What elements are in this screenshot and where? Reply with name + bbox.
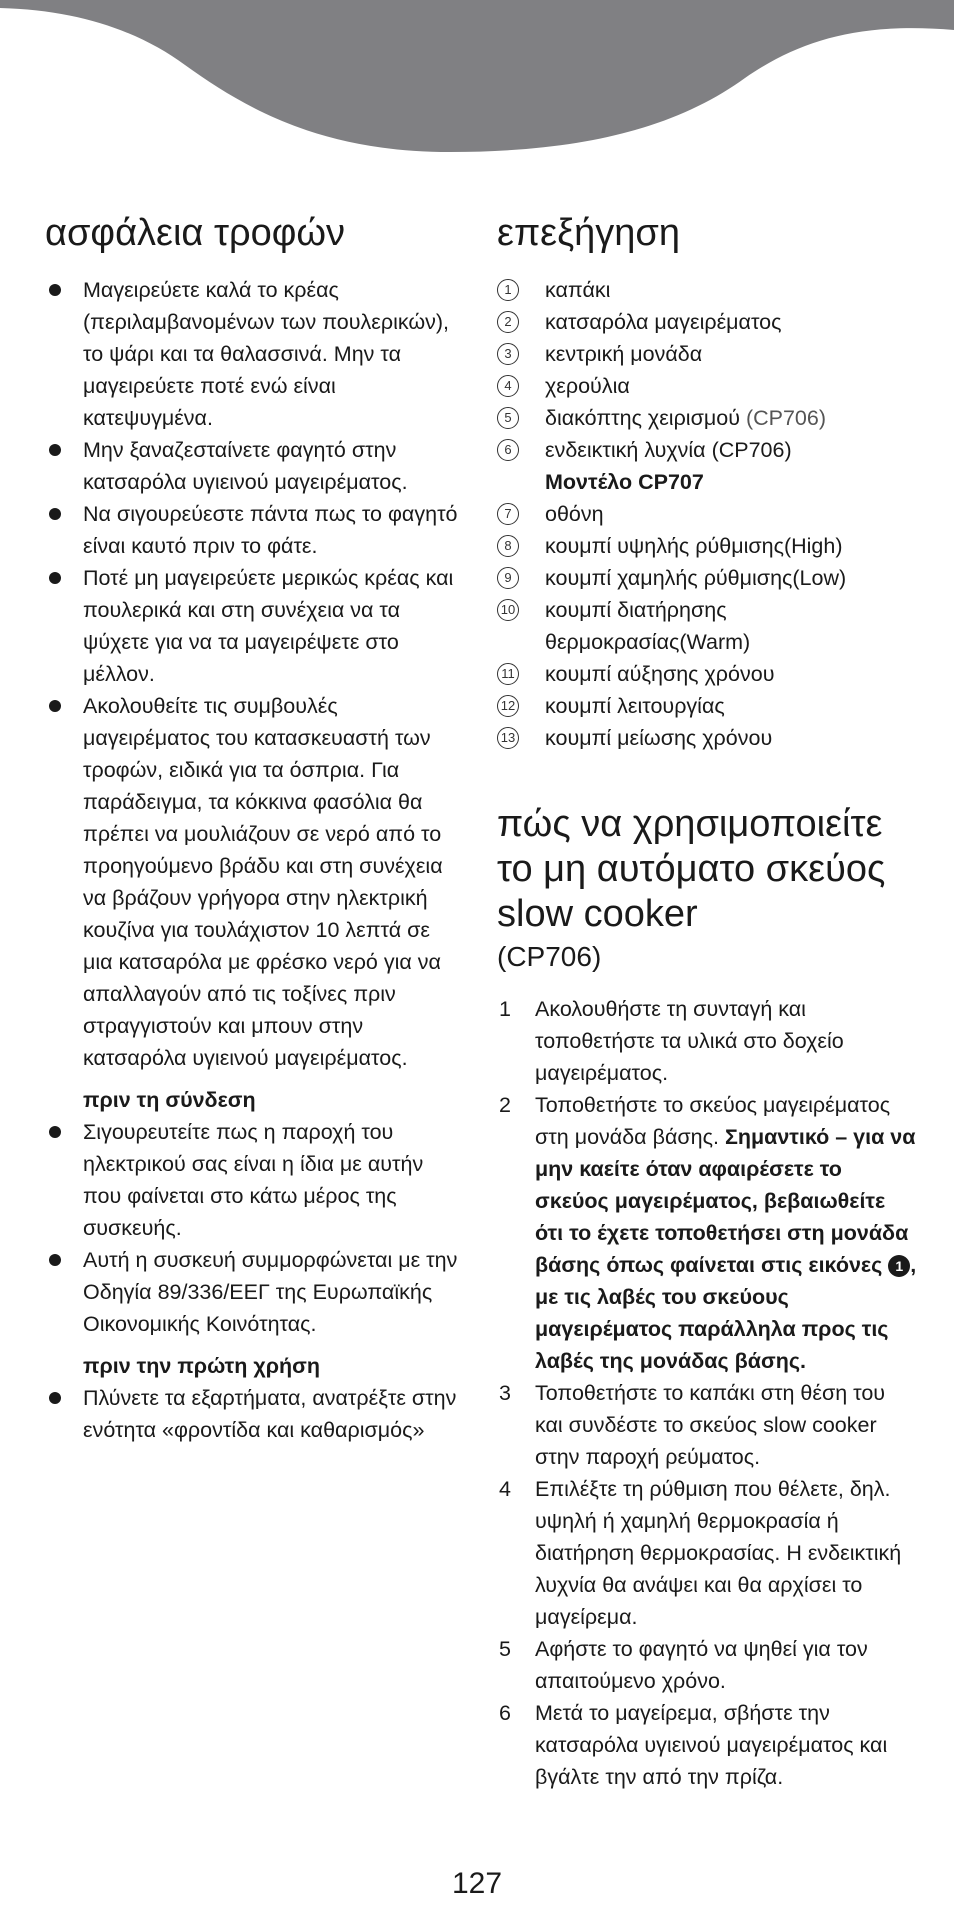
step-number: 4 [499, 1477, 511, 1501]
step-number: 6 [499, 1701, 511, 1725]
step-item: 6 Μετά το μαγείρεμα, σβήστε την κατσαρόλα υγιεινού μαγειρέματος και βγάλτε την από την πρίζα. [497, 1697, 917, 1793]
bullet-icon [49, 1126, 61, 1138]
part-number: 6 [497, 439, 519, 461]
part-item: 3 κεντρική μονάδα [497, 338, 917, 370]
step-item: 3 Τοποθετήστε το καπάκι στη θέση του και συνδέστε το σκεύος slow cooker στην παροχή ρεύματος. [497, 1377, 917, 1473]
part-number: 13 [497, 727, 519, 749]
list-item: Ακολουθείτε τις συμβουλές μαγειρέματος του κατασκευαστή των τροφών, ειδικά για τα όσπρια. Για παράδειγμα, τα κόκκινα φασόλια θα πρέπει να μουλιάζουν σε νερό από το προηγούμενο βράδυ και στη συνέχεια να βράζουν γρήγορα στην ηλεκτρική κουζίνα για τουλάχιστον 10 λεπτά σε μια κατσαρόλα με φρέσκο νερό για να απαλλαγούν από τις τοξίνες πριν στραγγιστούν και μπουν στην κατσαρόλα υγιεινού μαγειρέματος. [45, 690, 465, 1074]
part-item: 1 καπάκι [497, 274, 917, 306]
bullet-icon [49, 1254, 61, 1266]
part-number: 10 [497, 599, 519, 621]
list-item: Ποτέ μη μαγειρεύετε μερικώς κρέας και πουλερικά και στη συνέχεια να τα ψύχετε για να τα μαγειρέψετε στο μέλλον. [45, 562, 465, 690]
part-item: 7 οθόνη [497, 498, 917, 530]
bullet-icon [49, 284, 61, 296]
before-first-use-heading: πριν την πρώτη χρήση [83, 1354, 321, 1378]
bullet-icon [49, 1392, 61, 1404]
step-number: 2 [499, 1093, 511, 1117]
step-item: 1 Ακολουθήστε τη συνταγή και τοποθετήστε τα υλικά στο δοχείο μαγειρέματος. [497, 993, 917, 1089]
part-item: 8 κουμπί υψηλής ρύθμισης(High) [497, 530, 917, 562]
important-note: Σημαντικό – για να μην καείτε όταν αφαιρέσετε το σκεύος μαγειρέματος, βεβαιωθείτε ότι το έχετε τοποθετήσει στη μονάδα βάσης όπως φαίνεται στις εικόνες 1 , με τις λαβές του σκεύους μαγειρέματος παράλληλα προς τις λαβές της μονάδας βάσης. [535, 1125, 917, 1373]
figure-ref-badge: 1 [888, 1255, 910, 1277]
part-item: 12 κουμπί λειτουργίας [497, 690, 917, 722]
part-item: 11 κουμπί αύξησης χρόνου [497, 658, 917, 690]
step-item: 5 Αφήστε το φαγητό να ψηθεί για τον απαιτούμενο χρόνο. [497, 1633, 917, 1697]
part-item: 4 χερούλια [497, 370, 917, 402]
list-item: Μαγειρεύετε καλά το κρέας (περιλαμβανομένων των πουλερικών), το ψάρι και τα θαλασσινά. Μην τα μαγειρεύετε ποτέ ενώ είναι κατεψυγμένα. [45, 274, 465, 434]
part-number: 7 [497, 503, 519, 525]
how-to-use-subtitle: (CP706) [497, 941, 602, 972]
food-safety-title: ασφάλεια τροφών [45, 212, 346, 254]
step-number: 1 [499, 997, 511, 1021]
list-item: Αυτή η συσκευή συμμορφώνεται με την Οδηγία 89/336/ΕΕΓ της Ευρωπαϊκής Οικονομικής Κοινότητας. [45, 1244, 465, 1340]
part-item: 5 διακόπτης χειρισμού (CP706) [497, 402, 917, 434]
part-number: 8 [497, 535, 519, 557]
part-number: 5 [497, 407, 519, 429]
part-item: 9 κουμπί χαμηλής ρύθμισης(Low) [497, 562, 917, 594]
part-number: 9 [497, 567, 519, 589]
list-item: Μην ξαναζεσταίνετε φαγητό στην κατσαρόλα υγιεινού μαγειρέματος. [45, 434, 465, 498]
header-wave-banner [0, 0, 954, 160]
step-item: 2 Τοποθετήστε το σκεύος μαγειρέματος στη μονάδα βάσης. Σημαντικό – για να μην καείτε όταν αφαιρέσετε το σκεύος μαγειρέματος, βεβαιωθείτε ότι το έχετε τοποθετήσει στη μονάδα βάσης όπως φαίνεται στις εικόνες 1 , με τις λαβές του σκεύους μαγειρέματος παράλληλα προς τις λαβές της μονάδας βάσης. [497, 1089, 917, 1377]
part-number: 2 [497, 311, 519, 333]
list-item: Σιγουρευτείτε πως η παροχή του ηλεκτρικού σας είναι η ίδια με αυτήν που φαίνεται στο κάτω μέρος της συσκευής. [45, 1116, 465, 1244]
part-item: 6 ενδεικτική λυχνία (CP706) [497, 434, 917, 466]
list-item: Να σιγουρεύεστε πάντα πως το φαγητό είναι καυτό πριν το φάτε. [45, 498, 465, 562]
bullet-icon [49, 444, 61, 456]
before-first-use-list [45, 1382, 465, 1446]
food-safety-list [45, 274, 465, 1074]
right-column [497, 210, 917, 1793]
step-number: 3 [499, 1381, 511, 1405]
before-connecting-list [45, 1116, 465, 1340]
left-column [45, 210, 465, 1446]
list-item: Πλύνετε τα εξαρτήματα, ανατρέξτε στην ενότητα «φροντίδα και καθαρισμός» [45, 1382, 465, 1446]
page-number: 127 [452, 1867, 503, 1900]
part-number: 1 [497, 279, 519, 301]
how-to-use-title: πώς να χρησιμοποιείτε το μη αυτόματο σκεύος slow cooker [497, 803, 886, 935]
bullet-icon [49, 572, 61, 584]
explanation-title: επεξήγηση [497, 212, 680, 254]
part-item: 13 κουμπί μείωσης χρόνου [497, 722, 917, 754]
model-parts-list [497, 498, 917, 754]
before-connecting-heading: πριν τη σύνδεση [83, 1088, 256, 1112]
part-item: 10 κουμπί διατήρησης θερμοκρασίας(Warm) [497, 594, 917, 658]
parts-list [497, 274, 917, 466]
model-cp707-heading: Μοντέλο CP707 [545, 470, 704, 494]
bullet-icon [49, 508, 61, 520]
how-to-use-steps [497, 993, 917, 1793]
step-number: 5 [499, 1637, 511, 1661]
bullet-icon [49, 700, 61, 712]
part-number: 4 [497, 375, 519, 397]
part-item: 2 κατσαρόλα μαγειρέματος [497, 306, 917, 338]
header-wave-shape [0, 0, 954, 152]
part-number: 11 [497, 663, 519, 685]
part-number: 3 [497, 343, 519, 365]
step-item: 4 Επιλέξτε τη ρύθμιση που θέλετε, δηλ. υψηλή ή χαμηλή θερμοκρασία ή διατήρηση θερμοκρασίας. Η ενδεικτική λυχνία θα ανάψει και θα αρχίσει το μαγείρεμα. [497, 1473, 917, 1633]
part-number: 12 [497, 695, 519, 717]
